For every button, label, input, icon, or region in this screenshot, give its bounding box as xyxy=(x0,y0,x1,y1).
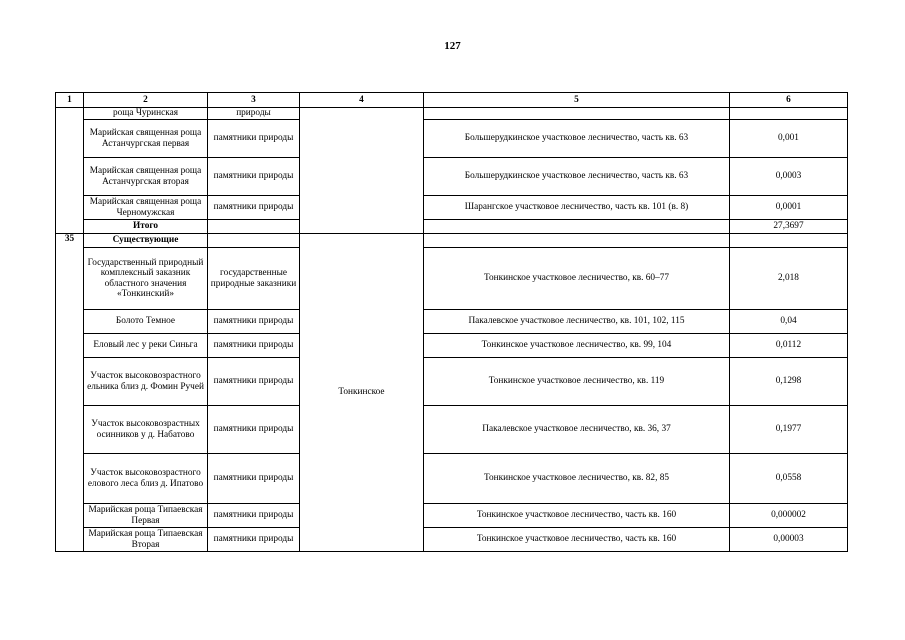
location-cell: Пакалевское участковое лесничество, кв. 101, 102, 115 xyxy=(424,310,730,334)
protected-areas-table xyxy=(55,92,848,552)
column-header: 1 xyxy=(56,93,84,108)
page-number: 127 xyxy=(444,40,461,52)
area-name-cell: Марийская священная роща Астанчургская первая xyxy=(84,120,208,158)
group-status: Существующие xyxy=(84,234,208,248)
empty-cell xyxy=(730,234,848,248)
location-cell: Шарангское участковое лесничество, часть кв. 101 (в. 8) xyxy=(424,196,730,220)
location-cell: Большерудкинское участковое лесничество, часть кв. 63 xyxy=(424,158,730,196)
area-value-cell: 0,000002 xyxy=(730,504,848,528)
table-header-row xyxy=(56,93,848,108)
location-cell: Пакалевское участковое лесничество, кв. 36, 37 xyxy=(424,406,730,454)
total-row xyxy=(56,220,848,234)
column-header: 5 xyxy=(424,93,730,108)
category-cell: памятники природы xyxy=(208,454,300,504)
row-number-cell xyxy=(56,108,84,234)
category-cell: памятники природы xyxy=(208,196,300,220)
table-row xyxy=(56,358,848,406)
location-cell: Тонкинское участковое лесничество, кв. 119 xyxy=(424,358,730,406)
location-cell: Тонкинское участковое лесничество, часть кв. 160 xyxy=(424,528,730,552)
category-cell: памятники природы xyxy=(208,334,300,358)
column-header: 6 xyxy=(730,93,848,108)
location-cell: Тонкинское участковое лесничество, кв. 99, 104 xyxy=(424,334,730,358)
district-cell: Тонкинское xyxy=(300,234,424,552)
district-cell xyxy=(300,108,424,234)
row-number-cell: 35 xyxy=(56,234,84,552)
category-cell: памятники природы xyxy=(208,358,300,406)
area-value-cell: 0,0003 xyxy=(730,158,848,196)
column-header: 3 xyxy=(208,93,300,108)
area-value-cell: 0,0112 xyxy=(730,334,848,358)
area-value-cell: 0,00003 xyxy=(730,528,848,552)
area-value-cell: 0,1298 xyxy=(730,358,848,406)
category-cell: природы xyxy=(208,108,300,120)
area-name-cell: Участок высоковозрастного елового леса близ д. Ипатово xyxy=(84,454,208,504)
area-value-cell xyxy=(730,108,848,120)
category-cell: государственные природные заказники xyxy=(208,248,300,310)
empty-cell xyxy=(424,220,730,234)
category-cell: памятники природы xyxy=(208,158,300,196)
table-row xyxy=(56,528,848,552)
area-value-cell: 0,04 xyxy=(730,310,848,334)
category-cell: памятники природы xyxy=(208,310,300,334)
table-row xyxy=(56,454,848,504)
area-value-cell: 0,1977 xyxy=(730,406,848,454)
table-row xyxy=(56,334,848,358)
area-value-cell: 0,0001 xyxy=(730,196,848,220)
total-label: Итого xyxy=(84,220,208,234)
area-value-cell: 0,0558 xyxy=(730,454,848,504)
area-name-cell: Марийская священная роща Черномужская xyxy=(84,196,208,220)
table-row xyxy=(56,108,848,120)
table-row xyxy=(56,406,848,454)
area-name-cell: Болото Темное xyxy=(84,310,208,334)
empty-cell xyxy=(424,234,730,248)
area-name-cell: Участок высоковозрастных осинников у д. Набатово xyxy=(84,406,208,454)
area-name-cell: роща Чуринская xyxy=(84,108,208,120)
location-cell xyxy=(424,108,730,120)
table-row xyxy=(56,196,848,220)
area-name-cell: Участок высоковозрастного ельника близ д. Фомин Ручей xyxy=(84,358,208,406)
category-cell: памятники природы xyxy=(208,528,300,552)
category-cell: памятники природы xyxy=(208,504,300,528)
column-header: 2 xyxy=(84,93,208,108)
location-cell: Тонкинское участковое лесничество, кв. 60–77 xyxy=(424,248,730,310)
group-header-row xyxy=(56,234,848,248)
table-row xyxy=(56,158,848,196)
location-cell: Тонкинское участковое лесничество, кв. 82, 85 xyxy=(424,454,730,504)
area-name-cell: Марийская роща Типаевская Первая xyxy=(84,504,208,528)
area-name-cell: Государственный природный комплексный заказник областного значения «Тонкинский» xyxy=(84,248,208,310)
location-cell: Тонкинское участковое лесничество, часть кв. 160 xyxy=(424,504,730,528)
table-row xyxy=(56,120,848,158)
area-name-cell: Марийская роща Типаевская Вторая xyxy=(84,528,208,552)
location-cell: Большерудкинское участковое лесничество, часть кв. 63 xyxy=(424,120,730,158)
area-value-cell: 2,018 xyxy=(730,248,848,310)
table-row xyxy=(56,310,848,334)
empty-cell xyxy=(208,234,300,248)
table-row xyxy=(56,504,848,528)
category-cell: памятники природы xyxy=(208,120,300,158)
category-cell: памятники природы xyxy=(208,406,300,454)
column-header: 4 xyxy=(300,93,424,108)
area-value-cell: 0,001 xyxy=(730,120,848,158)
area-name-cell: Еловый лес у реки Синьга xyxy=(84,334,208,358)
table-row xyxy=(56,248,848,310)
total-value: 27,3697 xyxy=(730,220,848,234)
area-name-cell: Марийская священная роща Астанчургская вторая xyxy=(84,158,208,196)
empty-cell xyxy=(208,220,300,234)
